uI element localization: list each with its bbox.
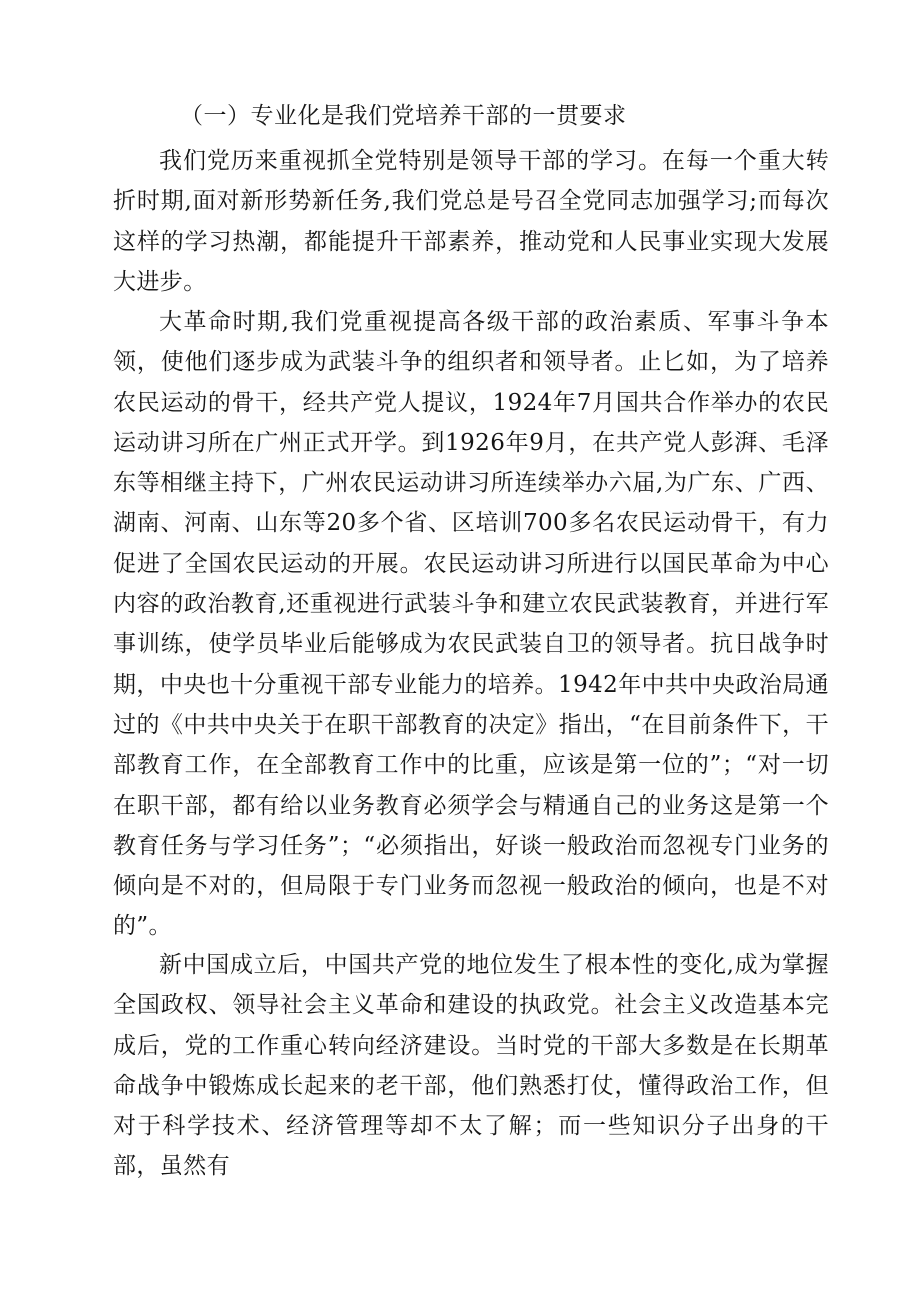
- section-heading: （一）专业化是我们党培养干部的一贯要求: [180, 103, 627, 129]
- paragraph-1: 我们党历来重视抓全党特别是领导干部的学习。在每一个重大转折时期,面对新形势新任务,我们党总是号召全党同志加强学习;而每次这样的学习热潮，都能提升干部素养，推动党和人民事业实现大发展大进步。: [113, 148, 829, 295]
- paragraph-3: 新中国成立后，中国共产党的地位发生了根本性的变化,成为掌握全国政权、领导社会主义革命和建设的执政党。社会主义改造基本完成后，党的工作重心转向经济建设。当时党的干部大多数是在长期革命战争中锻炼成长起来的老干部，他们熟悉打仗，懂得政治工作，但对于科学技术、经济管理等却不太了解；而一些知识分子出身的干部，虽然有: [113, 952, 829, 1180]
- paragraph-2: 大革命时期,我们党重视提高各级干部的政治素质、军事斗争本领，使他们逐步成为武装斗争的组织者和领导者。止匕如，为了培养农民运动的骨干，经共产党人提议，1924年7月国共合作举办的农民运动讲习所在广州正式开学。到1926年9月，在共产党人彭湃、毛泽东等相继主持下，广州农民运动讲习所连续举办六届,为广东、广西、湖南、河南、山东等20多个省、区培训700多名农民运动骨干，有力促进了全国农民运动的开展。农民运动讲习所进行以国民革命为中心内容的政治教育,还重视进行武装斗争和建立农民武装教育，并进行军事训练，使学员毕业后能够成为农民武装自卫的领导者。抗日战争时期，中央也十分重视干部专业能力的培养。1942年中共中央政治局通过的《中共中央关于在职干部教育的决定》指出，“在目前条件下，干部教育工作，在全部教育工作中的比重，应该是第一位的”；“对一切在职干部，都有给以业务教育必须学会与精通自己的业务这是第一个教育任务与学习任务”；“必须指出，好谈一般政治而忽视专门业务的倾向是不对的，但局限于专门业务而忽视一般政治的倾向，也是不对的”。: [113, 309, 829, 940]
